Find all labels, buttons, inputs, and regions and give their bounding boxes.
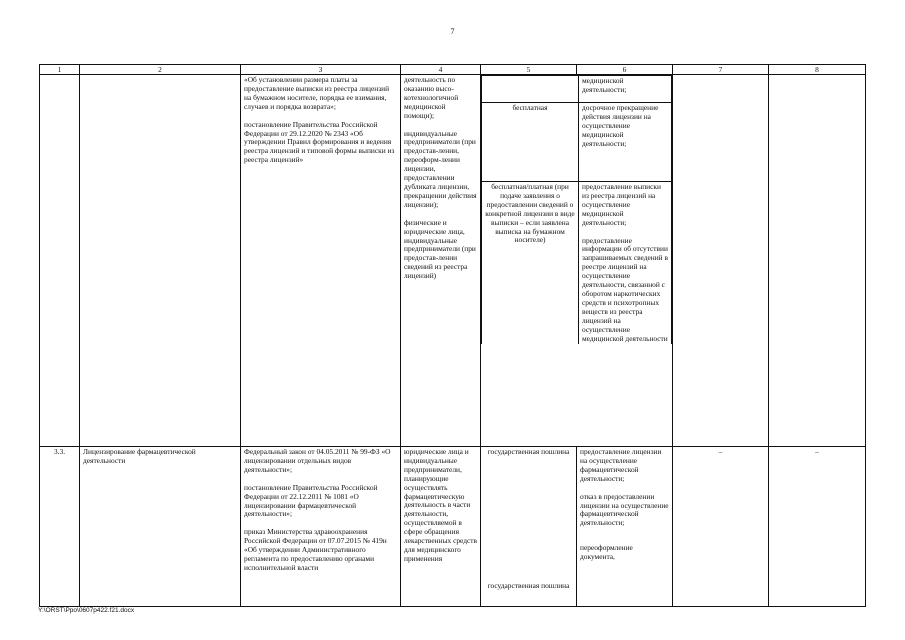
legal-act: постановление Правительства Российской Федерации от 29.12.2020 № 2343 «Об утверждении Правил формирования и ведения реестра лицензий и типовой формы выписки из реестра лицензий» <box>244 119 395 165</box>
table-row-3-3 <box>40 447 866 607</box>
header-col-7: 7 <box>673 65 769 75</box>
cell-fee-and-result <box>481 75 673 447</box>
cell-activity <box>80 75 241 447</box>
fee-item: государственная пошлина <box>487 581 570 590</box>
applicant-group: физические и юридические лица, индивидуальные предприниматели (при предостав-лении сведений из реестра лицензий) <box>404 217 476 281</box>
legal-act: Федеральный закон от 04.05.2011 № 99-ФЗ «О лицензировании отдельных видов деятельности»; <box>244 447 391 474</box>
legal-act: «Об установлении размера платы за предоставление выписки из реестра лицензий на бумажном носителе, порядка ее взимания, случаев и порядка возврата»; <box>244 75 390 111</box>
result-item: переоформление документа, <box>580 542 633 561</box>
cell-applicants <box>401 75 481 447</box>
applicant-group: деятельность по оказанию высо-котехнологичной медицинской помощи); <box>404 75 459 120</box>
legal-act: постановление Правительства Российской Федерации от 22.12.2011 № 1081 «О лицензировании фармацевтической деятельности»; <box>244 482 378 519</box>
result-cell: медицинской деятельности; <box>579 76 672 103</box>
result-item: предоставление лицензии на осуществление фармацевтической деятельности; <box>580 447 662 483</box>
row-number: 3.3. <box>40 447 80 607</box>
fee-cell: бесплатная/платная (при подаче заявления о предоставлении сведений о конкретной лицензии в виде выписки – если заявлена выписка на бумажном носителе) <box>482 182 579 345</box>
cell-col-7 <box>673 75 769 447</box>
fee-cell: бесплатная <box>482 103 579 182</box>
header-col-4: 4 <box>401 65 481 75</box>
header-col-1: 1 <box>40 65 80 75</box>
cell-legal-basis <box>241 75 401 447</box>
fee-item: государственная пошлина <box>487 447 570 456</box>
activity-name: Лицензирование фармацевтической деятельности <box>80 447 241 607</box>
column-number-header <box>40 65 866 75</box>
result-cell: досрочное прекращение действия лицензии на осуществление медицинской деятельности; <box>579 103 672 182</box>
cell-num <box>40 75 80 447</box>
file-path-footer: Y:\ORST\Ppo\0607p422.f21.docx <box>38 607 135 614</box>
table-row-continued <box>40 75 866 447</box>
header-col-3: 3 <box>241 65 401 75</box>
cell-result <box>577 447 673 607</box>
legal-act: приказ Министерства здравоохранения Российской Федерации от 07.07.2015 № 419н «Об утверждении Административного регламента по предоставлению органами исполнительной власти <box>244 527 387 572</box>
page-number: 7 <box>450 27 455 36</box>
cell-col-7: – <box>673 447 769 607</box>
registry-table <box>39 64 866 607</box>
cell-col-8: – <box>769 447 866 607</box>
result-item: отказ в предоставлении лицензии на осуществление фармацевтической деятельности; <box>580 491 669 528</box>
result-cell <box>579 182 672 345</box>
cell-legal-basis <box>241 447 401 607</box>
header-col-6: 6 <box>577 65 673 75</box>
fee-cell <box>482 76 579 103</box>
cell-applicants: юридические лица и индивидуальные предприниматели, планирующие осуществлять фармацевтическую деятельность в части деятельности, осуществляемой в сфере обращения лекарственных средств для медицинского применения <box>401 447 481 607</box>
header-col-5: 5 <box>481 65 577 75</box>
cell-col-8 <box>769 75 866 447</box>
result-item: предоставление информации об отсутствии запрашиваемых сведений в реестре лицензий на осуществление деятельности, связанной с оборотом наркотических средств и психотропных веществ из реестра лицензий на осуществление медицинской деятельности <box>582 235 668 343</box>
header-col-2: 2 <box>80 65 241 75</box>
fee-result-subtable <box>481 75 672 344</box>
cell-fee <box>481 447 577 607</box>
result-item: предоставление выписки из реестра лицензий на осуществление медицинской деятельности; <box>582 182 661 227</box>
applicant-group: индивидуальные предприниматели (при предостав-лении, переоформ-лении лицензии, предоставлении дубликата лицензии, прекращении действия лицензии); <box>404 128 477 209</box>
header-col-8: 8 <box>769 65 866 75</box>
